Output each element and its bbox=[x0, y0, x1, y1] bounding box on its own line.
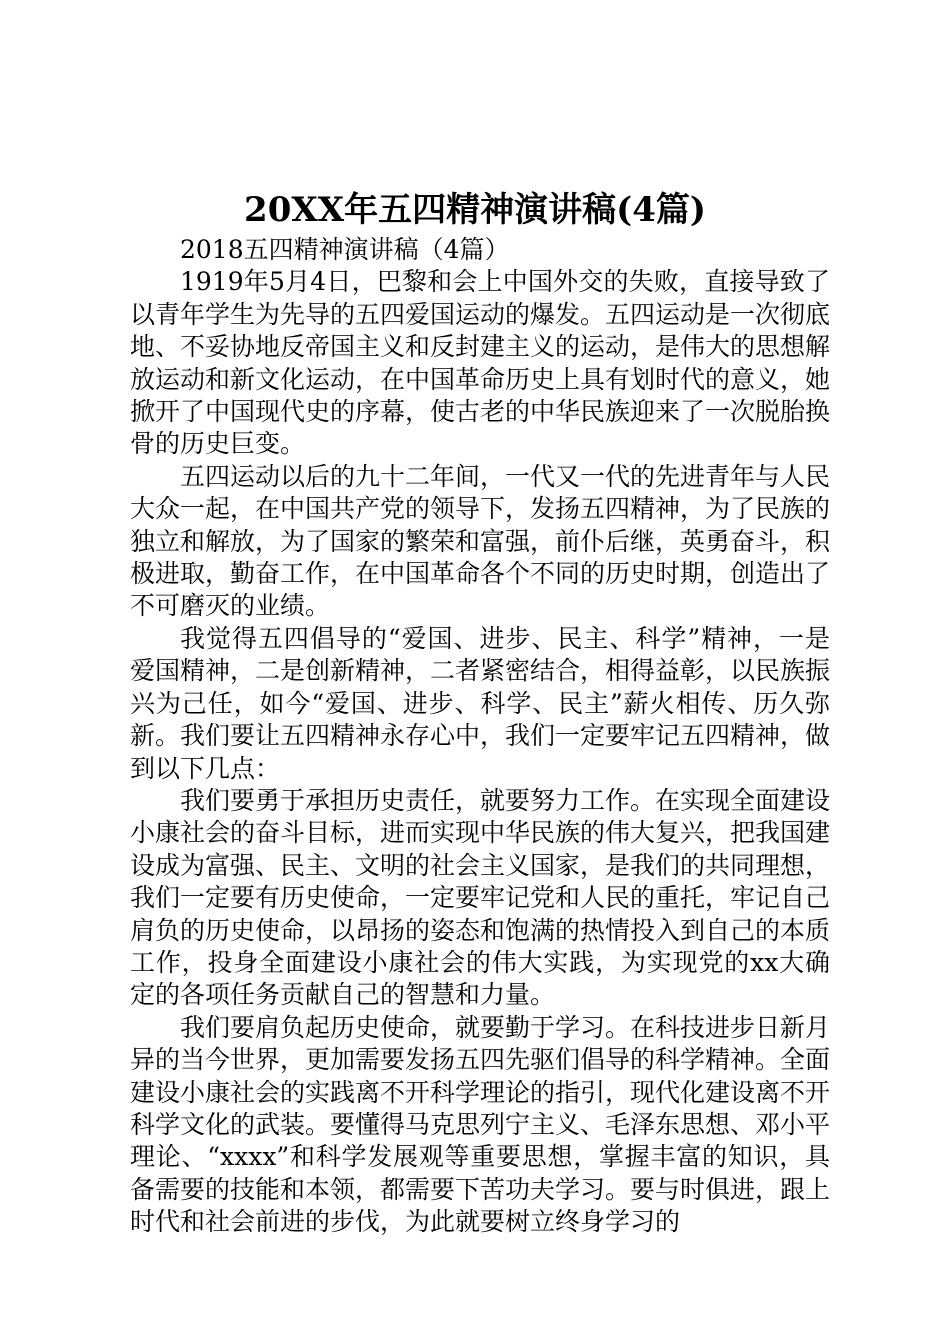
paragraph: 我们要肩负起历史使命，就要勤于学习。在科技进步日新月异的当今世界，更加需要发扬五四先驱们倡导的科学精神。全面建设小康社会的实践离不开科学理论的指引，现代化建设离不开科学文化的武装。要懂得马克思列宁主义、毛泽东思想、邓小平理论、“xxxx”和科学发展观等重要思想，掌握丰富的知识，具备需要的技能和本领，都需要下苦功夫学习。要与时俱进，跟上时代和社会前进的步伐，为此就要树立终身学习的 bbox=[130, 1012, 831, 1237]
document-body bbox=[130, 234, 830, 1239]
paragraph: 1919年5月4日，巴黎和会上中国外交的失败，直接导致了以青年学生为先导的五四爱国运动的爆发。五四运动是一次彻底地、不妥协地反帝国主义和反封建主义的运动，是伟大的思想解放运动和新文化运动，在中国革命历史上具有划时代的意义，她掀开了中国现代史的序幕，使古老的中华民族迎来了一次脱胎换骨的历史巨变。 bbox=[130, 267, 831, 459]
document-title: 20XX年五四精神演讲稿(4篇) bbox=[244, 190, 706, 230]
paragraph: 我觉得五四倡导的“爱国、进步、民主、科学”精神，一是爱国精神，二是创新精神，二者紧密结合，相得益彰，以民族振兴为己任，如今“爱国、进步、科学、民主”薪火相传、历久弥新。我们要让五四精神永存心中，我们一定要牢记五四精神，做到以下几点： bbox=[130, 623, 831, 783]
paragraph: 五四运动以后的九十二年间，一代又一代的先进青年与人民大众一起，在中国共产党的领导下，发扬五四精神，为了民族的独立和解放，为了国家的繁荣和富强，前仆后继，英勇奋斗，积极进取，勤奋工作，在中国革命各个不同的历史时期，创造出了不可磨灭的业绩。 bbox=[130, 461, 831, 621]
paragraph-subtitle: 2018五四精神演讲稿（4篇） bbox=[180, 235, 510, 264]
paragraph: 我们要勇于承担历史责任，就要努力工作。在实现全面建设小康社会的奋斗目标，进而实现中华民族的伟大复兴，把我国建设成为富强、民主、文明的社会主义国家，是我们的共同理想，我们一定要有历史使命，一定要牢记党和人民的重托，牢记自己肩负的历史使命，以昂扬的姿态和饱满的热情投入到自己的本质工作，投身全面建设小康社会的伟大实践，为实现党的xx大确定的各项任务贡献自己的智慧和力量。 bbox=[130, 785, 831, 1010]
